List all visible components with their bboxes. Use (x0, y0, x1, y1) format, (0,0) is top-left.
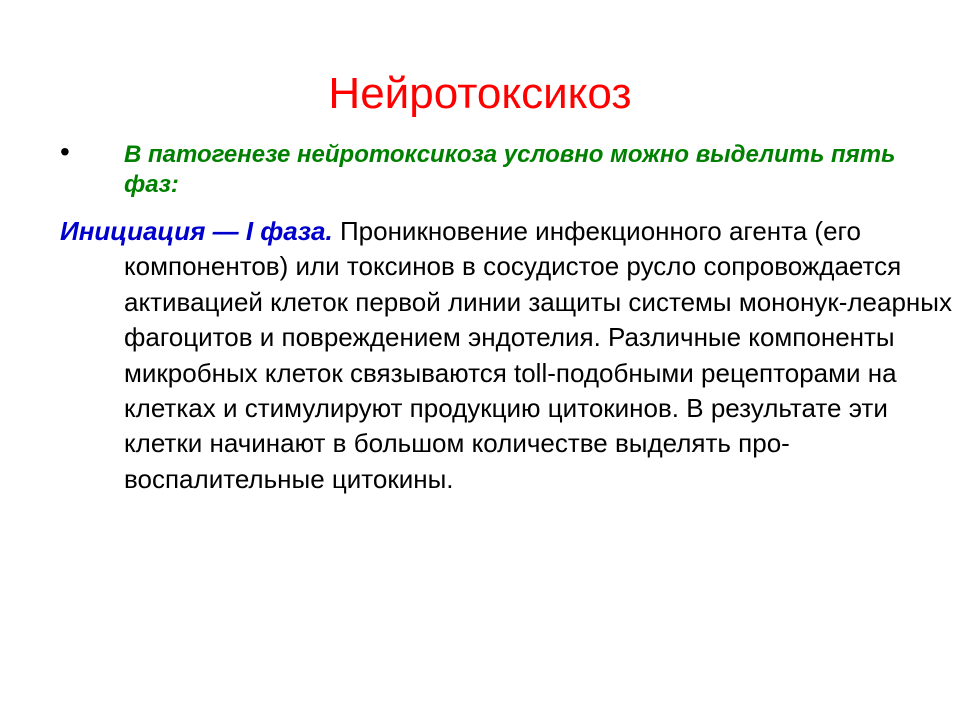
slide-title: Нейротоксикоз (328, 69, 632, 118)
phase-text: Проникновение инфекционного агента (его компонентов) или токсинов в сосудистое русло сопровождается активацией клеток первой линии защиты системы мононук-леарных фагоцитов и повреждением эндотелия. Различные компоненты микробных клеток связываются toll-подобными рецепторами на клетках и стимулируют продукцию цитокинов. В результате эти клетки начинают в большом количестве выделять про-воспалительные цитокины. (124, 216, 952, 494)
phase-paragraph (60, 214, 954, 497)
bullet-marker: • (60, 136, 70, 167)
phase-label: Инициация — I фаза. (60, 216, 333, 246)
bullet-text: В патогенезе нейротоксикоза условно можно выделить пять фаз: (124, 141, 896, 198)
